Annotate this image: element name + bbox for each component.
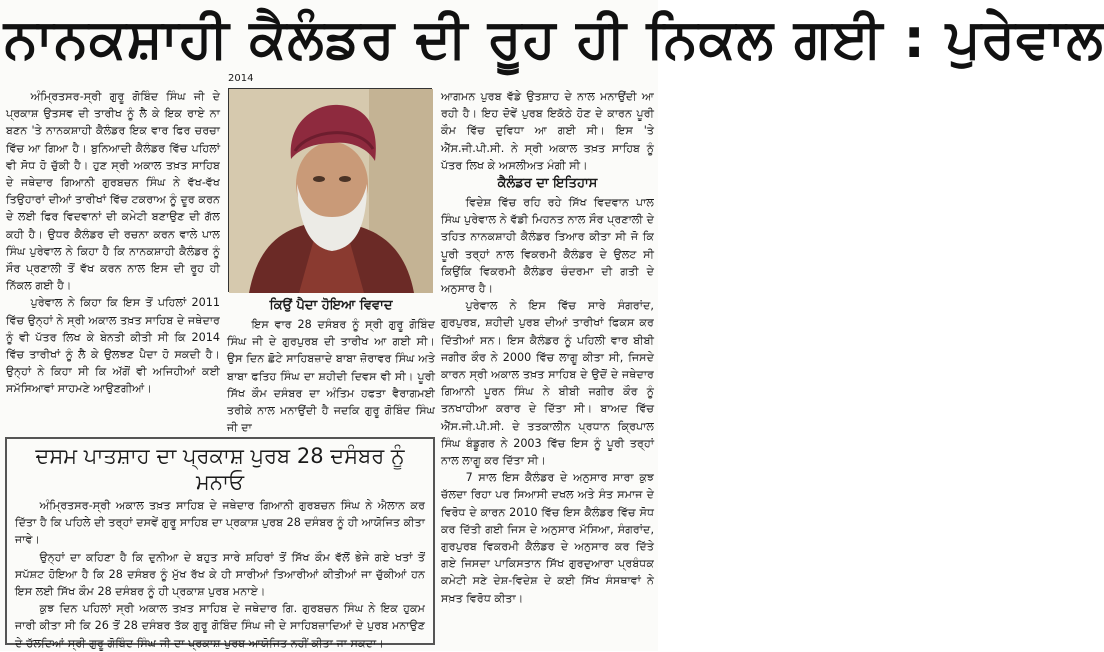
- box-heading: ਦਸਮ ਪਾਤਸ਼ਾਹ ਦਾ ਪ੍ਰਕਾਸ਼ ਪੁਰਬ 28 ਦਸੰਬਰ ਨੂੰ ਮਨਾਓ: [35, 444, 405, 494]
- paragraph: 7 ਸਾਲ ਇਸ ਕੈਲੰਡਰ ਦੇ ਅਨੁਸਾਰ ਸਾਰਾ ਕੁਝ ਚੱਲਦਾ ਰਿਹਾ ਪਰ ਸਿਆਸੀ ਦਖਲ ਅਤੇ ਸੰਤ ਸਮਾਜ ਦੇ ਵਿਰੋਧ ਦੇ ਕਾਰਨ 2010 ਵਿੱਚ ਇਸ ਕੈਲੰਡਰ ਵਿੱਚ ਸੋਧ ਕਰ ਦਿੱਤੀ ਗਈ ਜਿਸ ਦੇ ਅਨੁਸਾਰ ਮੱਸਿਆ, ਸੰਗਰਾਂਦ, ਗੁਰਪੁਰਬ ਵਿਕਰਮੀ ਕੈਲੰਡਰ ਦੇ ਅਨੁਸਾਰ ਕਰ ਦਿੱਤੇ ਗਏ ਜਿਸਦਾ ਪਾਕਿਸਤਾਨ ਸਿੱਖ ਗੁਰਦੁਆਰਾ ਪ੍ਰਬੰਧਕ ਕਮੇਟੀ ਸਣੇ ਦੇਸ਼-ਵਿਦੇਸ਼ ਦੇ ਕਈ ਸਿੱਖ ਸੰਸਥਾਵਾਂ ਨੇ ਸਖ਼ਤ ਵਿਰੋਧ ਕੀਤਾ।: [441, 471, 654, 605]
- right-column: [441, 88, 654, 607]
- subheading: ਕਿਉਂ ਪੈਦਾ ਹੋਇਆ ਵਿਵਾਦ: [269, 298, 393, 313]
- sidebar-box: [5, 437, 435, 650]
- subheading: ਕੈਲੰਡਰ ਦਾ ਇਤਿਹਾਸ: [497, 176, 598, 192]
- paragraph: ਇਸ ਵਾਰ 28 ਦਸੰਬਰ ਨੂੰ ਸ੍ਰੀ ਗੁਰੂ ਗੋਬਿੰਦ ਸਿੰਘ ਜੀ ਦੇ ਗੁਰਪੁਰਬ ਦੀ ਤਾਰੀਖ ਆ ਗਈ ਸੀ। ਉਸ ਦਿਨ ਛੋਟੇ ਸਾਹਿਬਜ਼ਾਦੇ ਬਾਬਾ ਜ਼ੋਰਾਵਰ ਸਿੰਘ ਅਤੇ ਬਾਬਾ ਫਤਿਹ ਸਿੰਘ ਦਾ ਸ਼ਹੀਦੀ ਦਿਵਸ ਵੀ ਸੀ। ਪੂਰੀ ਸਿੱਖ ਕੌਮ ਦਸੰਬਰ ਦਾ ਅੰਤਿਮ ਹਫਤਾ ਵੈਰਾਗਮਈ ਤਰੀਕੇ ਨਾਲ ਮਨਾਉਂਦੀ ਹੈ ਜਦਕਿ ਗੁਰੂ ਗੋਬਿੰਦ ਸਿੰਘ ਜੀ ਦਾ: [227, 318, 435, 435]
- photo-year-label: 2014: [228, 73, 254, 84]
- portrait-photo: [228, 88, 432, 292]
- paragraph: ਆਗਮਨ ਪੁਰਬ ਵੱਡੇ ਉਤਸ਼ਾਹ ਦੇ ਨਾਲ ਮਨਾਉਂਦੀ ਆ ਰਹੀ ਹੈ। ਇਹ ਦੋਵੇਂ ਪੁਰਬ ਇਕੱਠੇ ਹੋਣ ਦੇ ਕਾਰਨ ਪੂਰੀ ਕੌਮ ਵਿੱਚ ਦੁਵਿਧਾ ਆ ਗਈ ਸੀ। ਇਸ 'ਤੇ ਐੱਸ.ਜੀ.ਪੀ.ਸੀ. ਨੇ ਸ੍ਰੀ ਅਕਾਲ ਤਖ਼ਤ ਸਾਹਿਬ ਨੂੰ ਪੱਤਰ ਲਿਖ ਕੇ ਅਸਲੀਅਤ ਮੰਗੀ ਸੀ।: [441, 90, 654, 172]
- paragraph: ਪੁਰੇਵਾਲ ਨੇ ਕਿਹਾ ਕਿ ਇਸ ਤੋਂ ਪਹਿਲਾਂ 2011 ਵਿੱਚ ਉਨ੍ਹਾਂ ਨੇ ਸ੍ਰੀ ਅਕਾਲ ਤਖ਼ਤ ਸਾਹਿਬ ਦੇ ਜਥੇਦਾਰ ਨੂੰ ਵੀ ਪੱਤਰ ਲਿਖ ਕੇ ਬੇਨਤੀ ਕੀਤੀ ਸੀ ਕਿ 2014 ਵਿੱਚ ਤਾਰੀਖਾਂ ਨੂੰ ਲੈ ਕੇ ਉਲਝਣ ਪੈਦਾ ਹੋ ਸਕਦੀ ਹੈ। ਉਨ੍ਹਾਂ ਨੇ ਕਿਹਾ ਸੀ ਕਿ ਅੱਗੋਂ ਵੀ ਅਜਿਹੀਆਂ ਕਈ ਸਮੱਸਿਆਵਾਂ ਸਾਹਮਣੇ ਆਉਣਗੀਆਂ।: [6, 296, 220, 396]
- paragraph: ਵਿਦੇਸ਼ ਵਿੱਚ ਰਹਿ ਰਹੇ ਸਿੱਖ ਵਿਦਵਾਨ ਪਾਲ ਸਿੰਘ ਪੁਰੇਵਾਲ ਨੇ ਵੱਡੀ ਮਿਹਨਤ ਨਾਲ ਸੌਰ ਪ੍ਰਣਾਲੀ ਦੇ ਤਹਿਤ ਨਾਨਕਸ਼ਾਹੀ ਕੈਲੰਡਰ ਤਿਆਰ ਕੀਤਾ ਸੀ ਜੋ ਕਿ ਪੂਰੀ ਤਰ੍ਹਾਂ ਨਾਲ ਵਿਕਰਮੀ ਕੈਲੰਡਰ ਦੇ ਉਲਟ ਸੀ ਕਿਉਂਕਿ ਵਿਕਰਮੀ ਕੈਲੰਡਰ ਚੰਦਰਮਾ ਦੀ ਗਤੀ ਦੇ ਅਨੁਸਾਰ ਹੈ।: [441, 196, 654, 296]
- portrait-illustration: [229, 89, 433, 293]
- paragraph: ਕੁਝ ਦਿਨ ਪਹਿਲਾਂ ਸ੍ਰੀ ਅਕਾਲ ਤਖ਼ਤ ਸਾਹਿਬ ਦੇ ਜਥੇਦਾਰ ਗਿ. ਗੁਰਬਚਨ ਸਿੰਘ ਨੇ ਇਕ ਹੁਕਮ ਜਾਰੀ ਕੀਤਾ ਸੀ ਕਿ 26 ਤੋਂ 28 ਦਸੰਬਰ ਤੱਕ ਗੁਰੂ ਗੋਬਿੰਦ ਸਿੰਘ ਜੀ ਦੇ ਸਾਹਿਬਜ਼ਾਦਿਆਂ ਦੇ ਪੁਰਬ ਮਨਾਉਣ ਦੇ ਚੱਲਦਿਆਂ ਸ੍ਰੀ ਗੁਰੂ ਗੋਬਿੰਦ ਸਿੰਘ ਜੀ ਦਾ ਪ੍ਰਕਾਸ਼ ਪੁਰਬ ਆਯੋਜਿਤ ਨਹੀਂ ਕੀਤਾ ਜਾ ਸਕਦਾ।: [15, 602, 425, 650]
- paragraph: ਅੰਮ੍ਰਿਤਸਰ-ਸ੍ਰੀ ਅਕਾਲ ਤਖ਼ਤ ਸਾਹਿਬ ਦੇ ਜਥੇਦਾਰ ਗਿਆਨੀ ਗੁਰਬਚਨ ਸਿੰਘ ਨੇ ਐਲਾਨ ਕਰ ਦਿੱਤਾ ਹੈ ਕਿ ਪਹਿਲੇ ਦੀ ਤਰ੍ਹਾਂ ਦਸਵੇਂ ਗੁਰੂ ਸਾਹਿਬ ਦਾ ਪ੍ਰਕਾਸ਼ ਪੁਰਬ 28 ਦਸੰਬਰ ਨੂੰ ਹੀ ਆਯੋਜਿਤ ਕੀਤਾ ਜਾਵੇ।: [15, 499, 425, 547]
- paragraph: ਉਨ੍ਹਾਂ ਦਾ ਕਹਿਣਾ ਹੈ ਕਿ ਦੁਨੀਆ ਦੇ ਬਹੁਤ ਸਾਰੇ ਸ਼ਹਿਰਾਂ ਤੋਂ ਸਿੱਖ ਕੌਮ ਵੱਲੋਂ ਭੇਜੇ ਗਏ ਖਤਾਂ ਤੋਂ ਸਪੱਸ਼ਟ ਹੋਇਆ ਹੈ ਕਿ 28 ਦਸੰਬਰ ਨੂੰ ਮੁੱਖ ਰੱਖ ਕੇ ਹੀ ਸਾਰੀਆਂ ਤਿਆਰੀਆਂ ਕੀਤੀਆਂ ਜਾ ਚੁੱਕੀਆਂ ਹਨ ਇਸ ਲਈ ਸਿੱਖ ਕੌਮ 28 ਦਸੰਬਰ ਨੂੰ ਹੀ ਪ੍ਰਕਾਸ਼ ਪੁਰਬ ਮਨਾਏ।: [15, 550, 425, 599]
- middle-column: [227, 296, 435, 436]
- paragraph: ਅੰਮ੍ਰਿਤਸਰ-ਸ੍ਰੀ ਗੁਰੂ ਗੋਬਿੰਦ ਸਿੰਘ ਜੀ ਦੇ ਪ੍ਰਕਾਸ਼ ਉਤਸਵ ਦੀ ਤਾਰੀਖ ਨੂੰ ਲੈ ਕੇ ਇਕ ਰਾਏ ਨਾ ਬਣਨ 'ਤੇ ਨਾਨਕਸ਼ਾਹੀ ਕੈਲੰਡਰ ਇਕ ਵਾਰ ਫਿਰ ਚਰਚਾ ਵਿੱਚ ਆ ਗਿਆ ਹੈ। ਬੁਨਿਆਦੀ ਕੈਲੰਡਰ ਵਿੱਚ ਪਹਿਲਾਂ ਵੀ ਸੋਧ ਹੋ ਚੁੱਕੀ ਹੈ। ਹੁਣ ਸ੍ਰੀ ਅਕਾਲ ਤਖ਼ਤ ਸਾਹਿਬ ਦੇ ਜਥੇਦਾਰ ਗਿਆਨੀ ਗੁਰਬਚਨ ਸਿੰਘ ਨੇ ਵੱਖ-ਵੱਖ ਤਿਉਹਾਰਾਂ ਦੀਆਂ ਤਾਰੀਖਾਂ ਵਿੱਚ ਟਕਰਾਅ ਨੂੰ ਦੂਰ ਕਰਨ ਦੇ ਲਈ ਫਿਰ ਵਿਦਵਾਨਾਂ ਦੀ ਕਮੇਟੀ ਬਣਾਉਣ ਦੀ ਗੱਲ ਕਹੀ ਹੈ। ਉਧਰ ਕੈਲੰਡਰ ਦੀ ਰਚਨਾ ਕਰਨ ਵਾਲੇ ਪਾਲ ਸਿੰਘ ਪੁਰੇਵਾਲ ਨੇ ਕਿਹਾ ਹੈ ਕਿ ਨਾਨਕਸ਼ਾਹੀ ਕੈਲੰਡਰ ਨੂੰ ਸੌਰ ਪ੍ਰਣਾਲੀ ਤੋਂ ਵੱਖ ਕਰਨ ਨਾਲ ਇਸ ਦੀ ਰੂਹ ਹੀ ਨਿੱਕਲ ਗਈ ਹੈ।: [6, 90, 220, 293]
- paragraph: ਪੁਰੇਵਾਲ ਨੇ ਇਸ ਵਿੱਚ ਸਾਰੇ ਸੰਗਰਾਂਦ, ਗੁਰਪੁਰਬ, ਸ਼ਹੀਦੀ ਪੁਰਬ ਦੀਆਂ ਤਾਰੀਖਾਂ ਫਿਕਸ ਕਰ ਦਿੱਤੀਆਂ ਸਨ। ਇਸ ਕੈਲੰਡਰ ਨੂੰ ਪਹਿਲੀ ਵਾਰ ਬੀਬੀ ਜਗੀਰ ਕੌਰ ਨੇ 2000 ਵਿੱਚ ਲਾਗੂ ਕੀਤਾ ਸੀ, ਜਿਸਦੇ ਕਾਰਨ ਸ੍ਰੀ ਅਕਾਲ ਤਖ਼ਤ ਸਾਹਿਬ ਦੇ ਉਦੋਂ ਦੇ ਜਥੇਦਾਰ ਗਿਆਨੀ ਪੂਰਨ ਸਿੰਘ ਨੇ ਬੀਬੀ ਜਗੀਰ ਕੌਰ ਨੂੰ ਤਨਖਾਹੀਆ ਕਰਾਰ ਦੇ ਦਿੱਤਾ ਸੀ। ਬਾਅਦ ਵਿੱਚ ਐੱਸ.ਜੀ.ਪੀ.ਸੀ. ਦੇ ਤਤਕਾਲੀਨ ਪ੍ਰਧਾਨ ਕ੍ਰਿਪਾਲ ਸਿੰਘ ਬੰਡੂਗਰ ਨੇ 2003 ਵਿੱਚ ਇਸ ਨੂੰ ਪੂਰੀ ਤਰ੍ਹਾਂ ਨਾਲ ਲਾਗੂ ਕਰ ਦਿੱਤਾ ਸੀ।: [441, 299, 654, 468]
- left-column: [6, 88, 220, 398]
- headline: ਨਾਨਕਸ਼ਾਹੀ ਕੈਲੰਡਰ ਦੀ ਰੂਹ ਹੀ ਨਿਕਲ ਗਈ : ਪੁਰੇਵਾਲ: [4, 7, 1104, 70]
